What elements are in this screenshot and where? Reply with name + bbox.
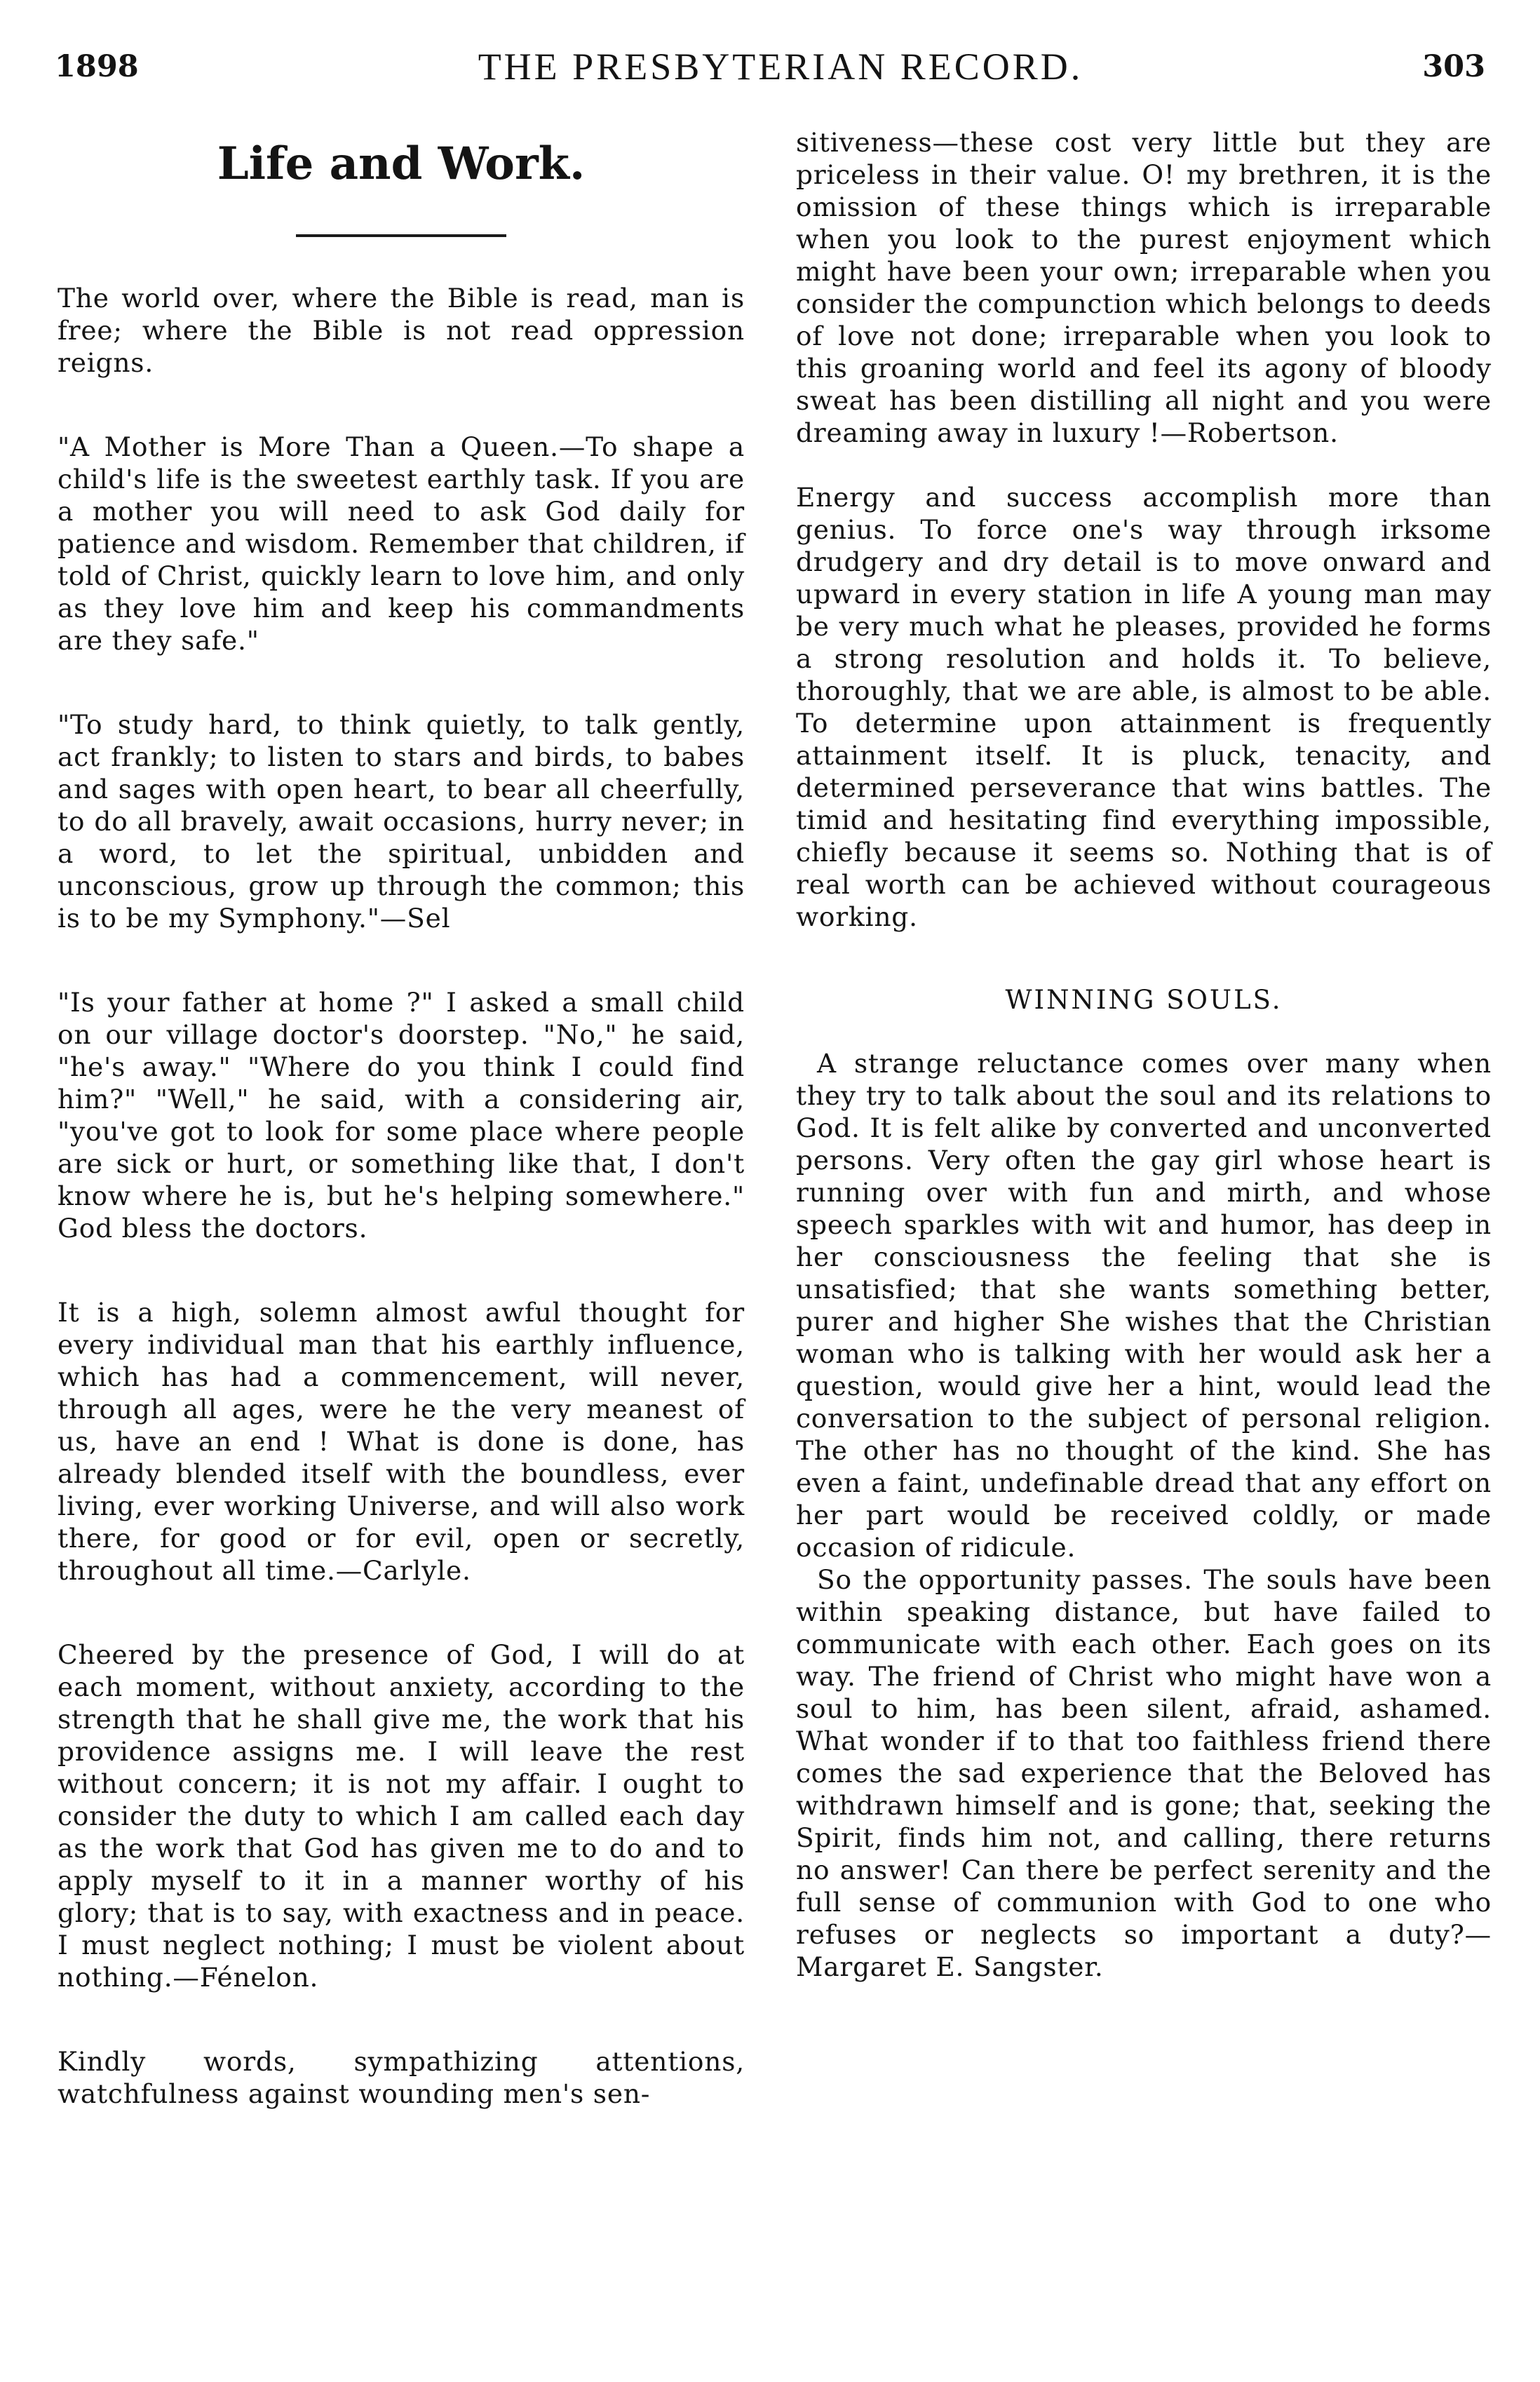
paragraph: So the opportunity passes. The souls have been within speaking distance, but have failed to communicate with each other. Each goes on its way. The friend of Christ who might have won a soul to him, has been silent, afraid, ashamed. What wonder if to that too faithless friend there comes the sad experience that the Beloved has withdrawn himself and is gone; that, seeking the Spirit, finds him not, and calling, there returns no answer! Can there be perfect serenity and the full sense of communion with God to one who refuses or neglects so important a duty?—Margaret E. Sangster. (796, 1564, 1492, 1982)
section-heading: Life and Work. (217, 137, 586, 190)
page-number: 303 (1422, 49, 1485, 84)
paragraph: "Is your father at home ?" I asked a small child on our village doctor's doorstep. "No," he said, "he's away." "Where do you think I could find him?" "Well," he said, with a considering air, "you've got to look for some place where people are sick or hurt, or something like that, I don't know where he is, but he's helping somewhere." God bless the doctors. (58, 987, 745, 1244)
heading-rule (296, 234, 506, 237)
section-title: WINNING SOULS. (1005, 985, 1283, 1015)
right-column (796, 126, 1492, 1983)
paragraph: "A Mother is More Than a Queen.—To shape a child's life is the sweetest earthly task. If you are a mother you will need to ask God daily for patience and wisdom. Remember that children, if told of Christ, quickly learn to love him, and only as they love him and keep his commandments are they safe." (58, 431, 745, 656)
paragraph: Energy and success accomplish more than genius. To force one's way through irksome drudgery and dry detail is to move onward and upward in every station in life A young man may be very much what he pleases, provided he forms a strong resolution and holds it. To believe, thoroughly, that we are able, is almost to be able. To determine upon attainment is frequently attainment itself. It is pluck, tenacity, and determined perseverance that wins battles. The timid and hesitating find everything impossible, chiefly because it seems so. Nothing that is of real worth can be achieved without courageous working. (796, 482, 1492, 932)
paragraph: Cheered by the presence of God, I will do at each moment, without anxiety, according to the strength that he shall give me, the work that his providence assigns me. I will leave the rest without concern; it is not my affair. I ought to consider the duty to which I am called each day as the work that God has given me to do and to apply myself to it in a manner worthy of his glory; that is to say, with exactness and in peace. I must neglect nothing; I must be violent about nothing.—Fénelon. (58, 1639, 745, 1993)
paragraph: It is a high, solemn almost awful thought for every individual man that his earthly influence, which has had a commencement, will never, through all ages, were he the very meanest of us, have an end ! What is done is done, has already blended itself with the boundless, ever living, ever working Universe, and will also work there, for good or for evil, open or secretly, throughout all time.—Carlyle. (58, 1297, 745, 1586)
paragraph: The world over, where the Bible is read, man is free; where the Bible is not read oppression reigns. (58, 283, 745, 378)
paragraph: "To study hard, to think quietly, to talk gently, act frankly; to listen to stars and birds, to babes and sages with open heart, to bear all cheerfully, to do all bravely, await occasions, hurry never; in a word, to let the spiritual, unbidden and unconscious, grow up through the common; this is to be my Symphony."—Sel (58, 709, 745, 934)
paragraph: sitiveness—these cost very little but they are priceless in their value. O! my brethren, it is the omission of these things which is irreparable when you look to the purest enjoyment which might have been your own; irreparable when you consider the compunction which belongs to deeds of love not done; irreparable when you look to this groaning world and feel its agony of bloody sweat has been distilling all night and you were dreaming away in luxury !—Robertson. (796, 127, 1492, 448)
paragraph: A strange reluctance comes over many when they try to talk about the soul and its relations to God. It is felt alike by converted and unconverted persons. Very often the gay girl whose heart is running over with fun and mirth, and whose speech sparkles with wit and humor, has deep in her consciousness the feeling that she is unsatisfied; that she wants something better, purer and higher She wishes that the Christian woman who is talking with her would ask her a question, would give her a hint, would lead the conversation to the subject of personal religion. The other has no thought of the kind. She has even a faint, undefinable dread that any effort on her part would be received coldly, or made occasion of ridicule. (796, 1048, 1492, 1563)
header-year: 1898 (55, 49, 139, 84)
paragraph: Kindly words, sympathizing attentions, watchfulness against wounding men's sen- (58, 2046, 745, 2109)
left-column (58, 126, 745, 2110)
publication-title: THE PRESBYTERIAN RECORD. (478, 46, 1083, 88)
page-header (55, 36, 1485, 97)
